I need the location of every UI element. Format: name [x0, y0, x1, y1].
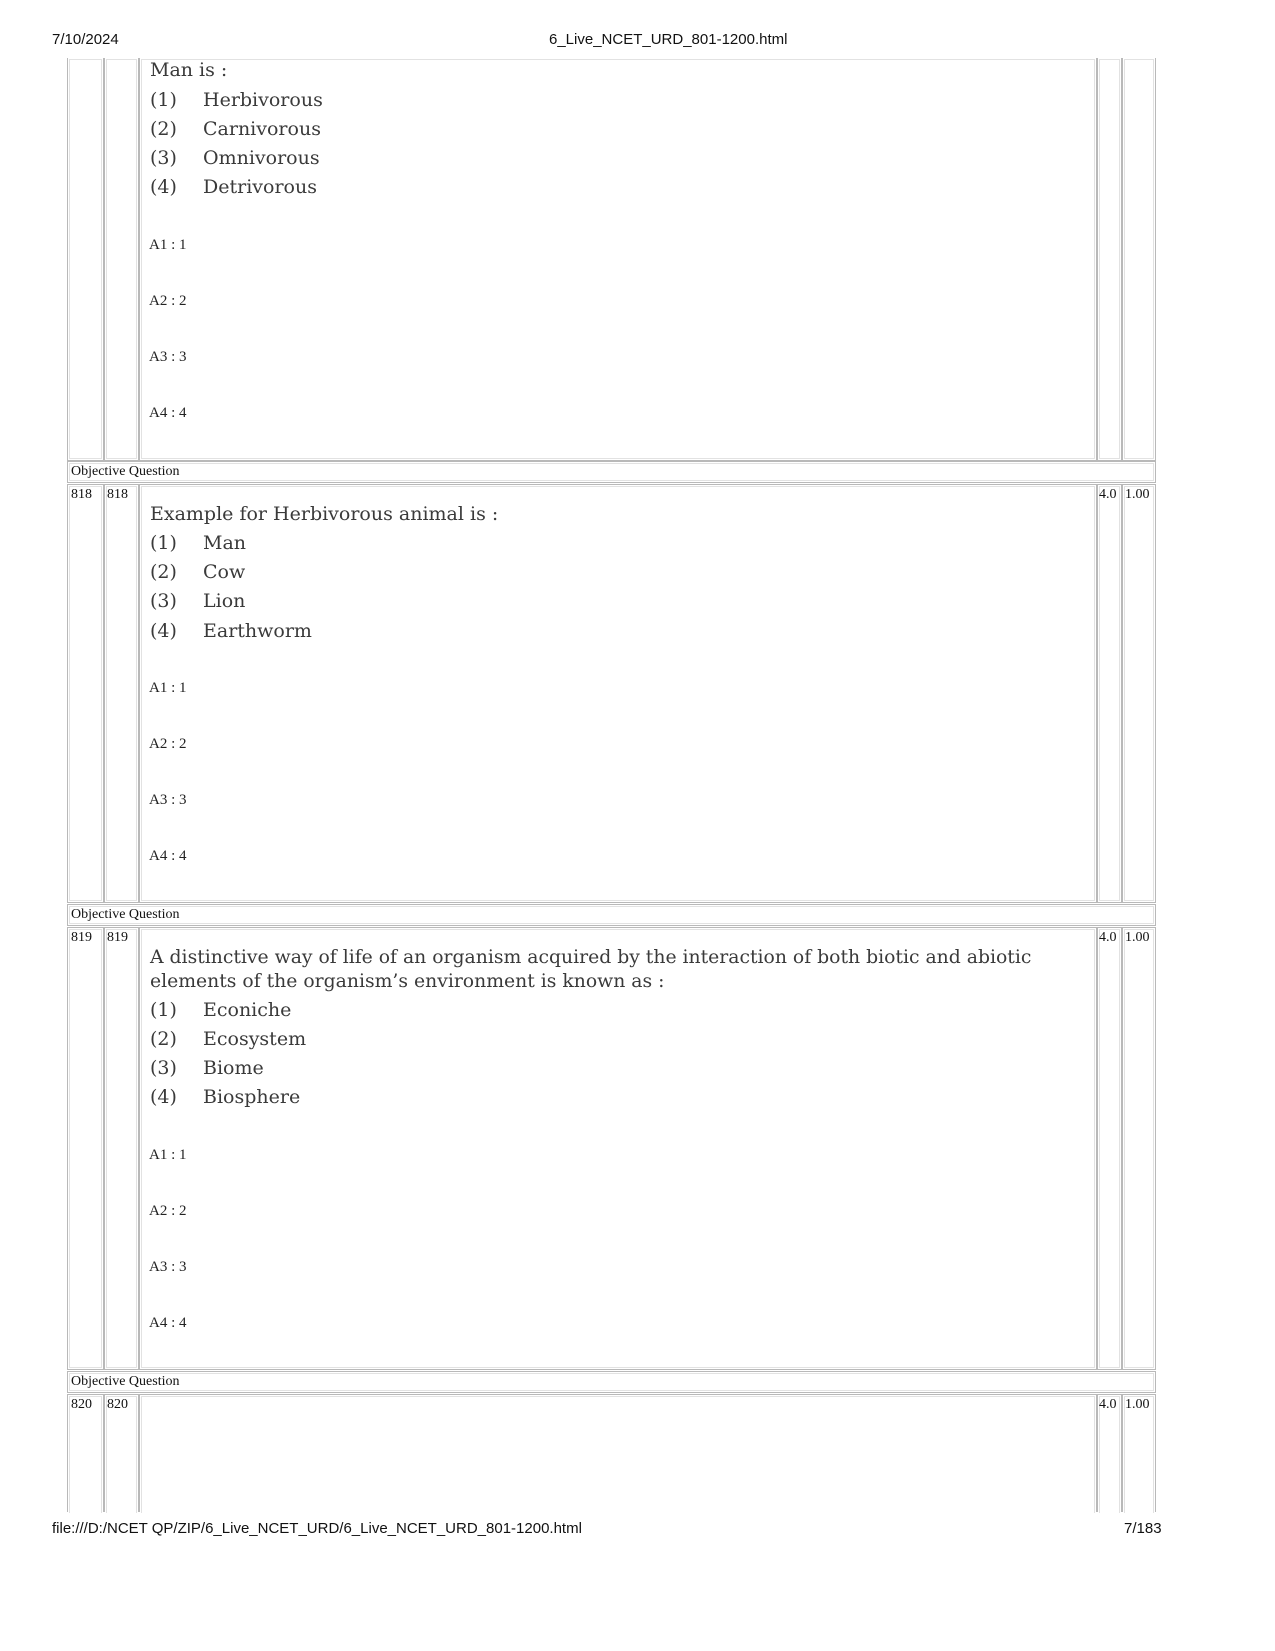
question-id: 819 — [107, 930, 128, 945]
serial-number: 819 — [71, 930, 92, 945]
marks-cell — [1097, 927, 1122, 1370]
answer-key-2: A2 : 2 — [149, 736, 187, 752]
question-text-line-1: A distinctive way of life of an organism acquired by the interaction of both biotic and abiotic — [150, 947, 1032, 968]
question-type-row — [67, 1371, 1156, 1393]
sno-cell — [67, 927, 104, 1370]
question-type-row — [67, 461, 1156, 483]
answer-key-2: A2 : 2 — [149, 1203, 187, 1219]
marks-cell — [1097, 484, 1122, 903]
question-id: 818 — [107, 487, 128, 502]
question-text: Man is : — [150, 59, 228, 81]
answer-key-1: A1 : 1 — [149, 680, 187, 696]
qid-cell — [104, 484, 139, 903]
negative-marks: 1.00 — [1125, 487, 1150, 502]
sno-cell — [67, 484, 104, 903]
question-id: 820 — [107, 1397, 128, 1412]
qid-cell — [104, 927, 139, 1370]
answer-key-3: A3 : 3 — [149, 349, 187, 365]
question-type-label: Objective Question — [71, 907, 180, 922]
serial-number: 820 — [71, 1397, 92, 1412]
question-cell — [139, 484, 1097, 903]
negative-marks: 1.00 — [1125, 930, 1150, 945]
question-type-label: Objective Question — [71, 464, 180, 479]
print-date: 7/10/2024 — [52, 31, 119, 48]
answer-key-4: A4 : 4 — [149, 848, 187, 864]
answer-key-1: A1 : 1 — [149, 1147, 187, 1163]
answer-key-3: A3 : 3 — [149, 792, 187, 808]
negative-marks-cell — [1122, 927, 1156, 1370]
serial-number: 818 — [71, 487, 92, 502]
page-number: 7/183 — [1124, 1520, 1162, 1537]
question-type-row — [67, 904, 1156, 926]
question-text-line-2: elements of the organism’s environment is known as : — [150, 971, 665, 992]
negative-marks-cell — [1122, 58, 1156, 461]
question-type-label: Objective Question — [71, 1374, 180, 1389]
sno-cell — [67, 58, 104, 461]
document-title: 6_Live_NCET_URD_801-1200.html — [549, 31, 788, 48]
negative-marks-cell — [1122, 484, 1156, 903]
answer-key-3: A3 : 3 — [149, 1259, 187, 1275]
negative-marks: 1.00 — [1125, 1397, 1150, 1412]
file-path: file:///D:/NCET QP/ZIP/6_Live_NCET_URD/6_Live_NCET_URD_801-1200.html — [52, 1520, 582, 1537]
marks: 4.0 — [1099, 930, 1117, 945]
qid-cell — [104, 58, 139, 461]
answer-key-1: A1 : 1 — [149, 237, 187, 253]
answer-key-4: A4 : 4 — [149, 1315, 187, 1331]
marks: 4.0 — [1099, 487, 1117, 502]
question-text: Example for Herbivorous animal is : — [150, 503, 499, 525]
answer-key-4: A4 : 4 — [149, 405, 187, 421]
marks-cell — [1097, 58, 1122, 461]
answer-key-2: A2 : 2 — [149, 293, 187, 309]
marks: 4.0 — [1099, 1397, 1117, 1412]
question-cell — [139, 1394, 1097, 1512]
